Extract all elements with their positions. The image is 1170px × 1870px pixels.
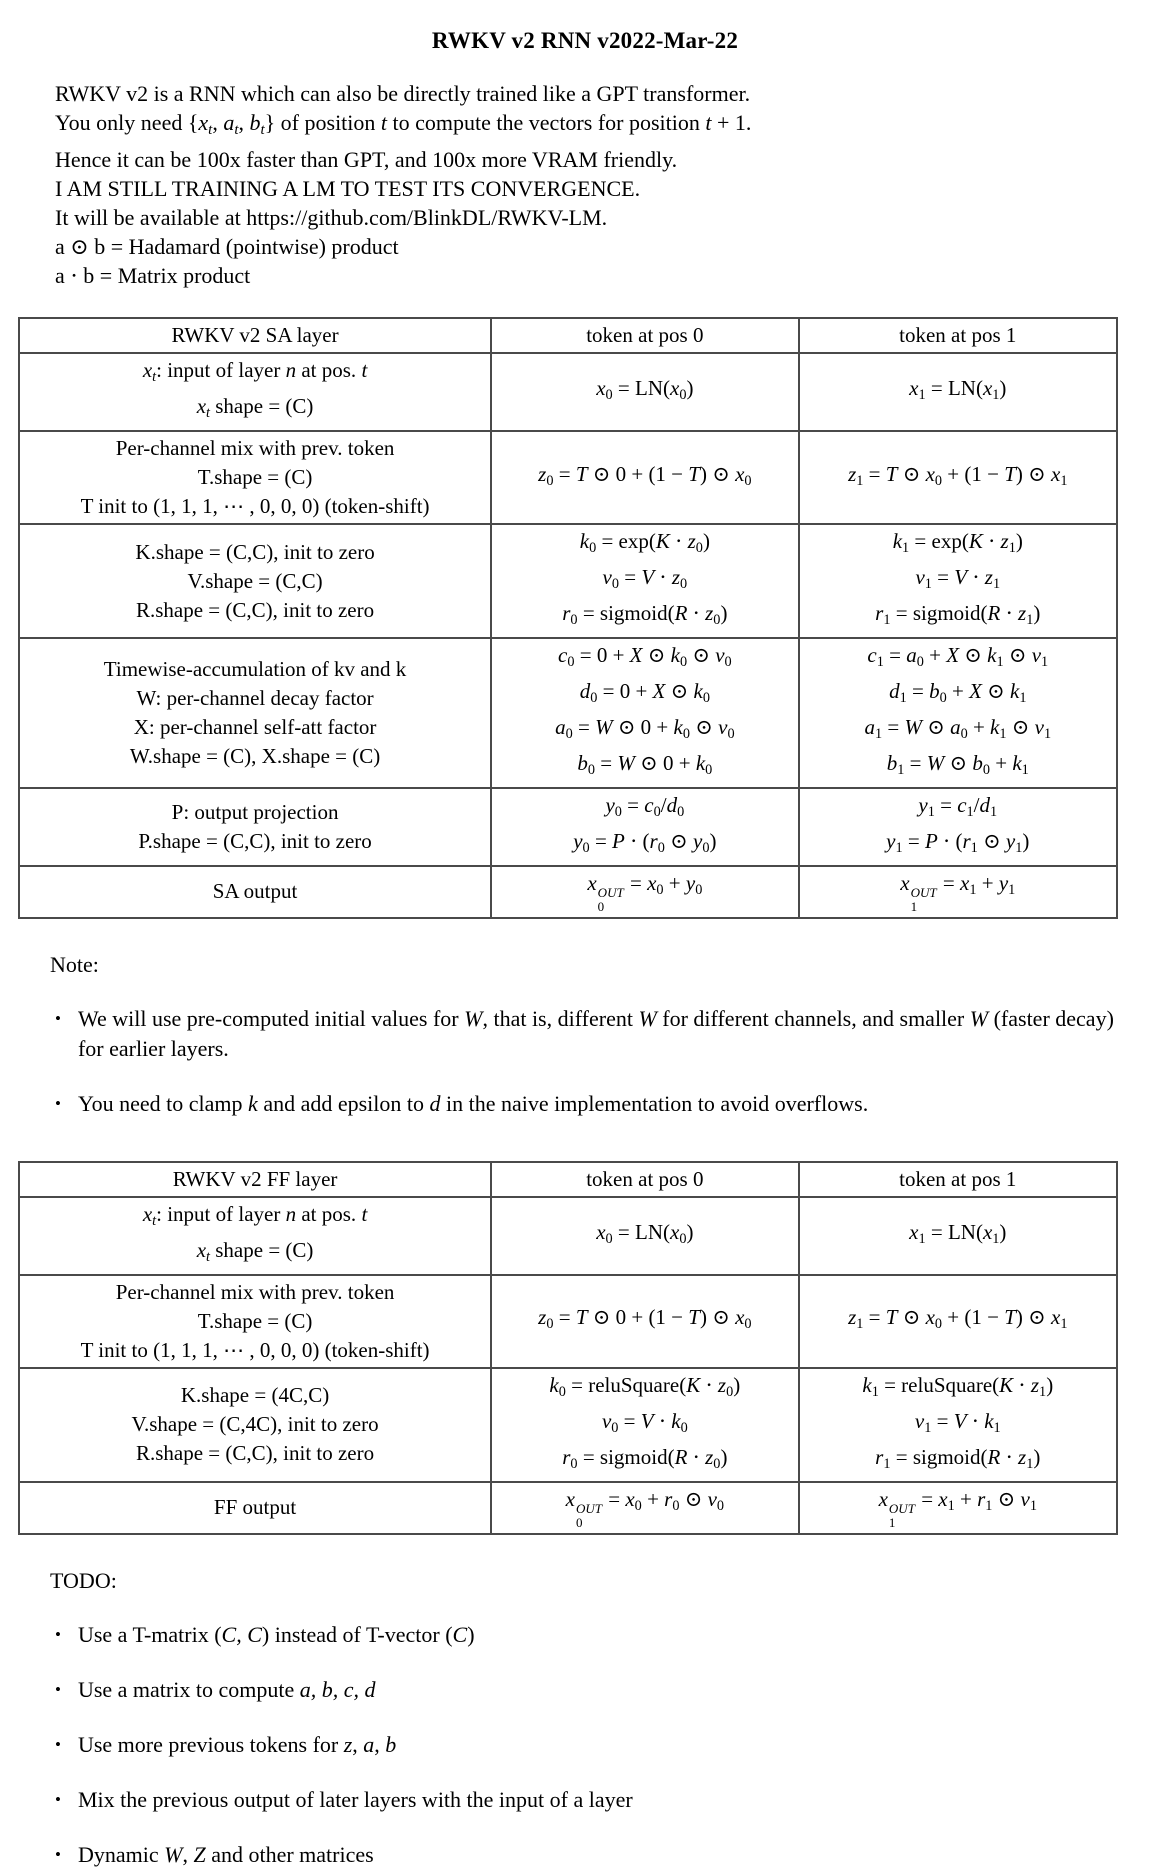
table-row [19, 1368, 1117, 1482]
note-bullet-text: • We will use pre-computed initial values for W, that is, different W for different channels, and smaller W (faster decay) for earlier layers. [77, 1005, 1114, 1061]
row-description-cell: $x_t$: input of layer n at pos. t $x_t$ shape = (C) [19, 353, 491, 431]
ff-table-header-layer: RWKV v2 FF layer [19, 1162, 491, 1197]
sa-table-header-layer: RWKV v2 SA layer [19, 318, 491, 353]
ff-layer-table [18, 1161, 1118, 1535]
table-row [19, 1197, 1117, 1275]
pos0-formula-cell: $z_0 = T$ ⊙ 0 + (1 − T) ⊙ $x_0$ [491, 431, 798, 524]
table-row [19, 524, 1117, 638]
pos0-formula-cell: $k_0$ = reluSquare(K ⋅ $z_0$) $v_0 = V \cdot k_0$ $r_0$ = sigmoid(R ⋅ $z_0$) [491, 1368, 798, 1482]
todo-bullet-text: • Use more previous tokens for z, a, b [77, 1731, 397, 1757]
intro-line-hadamard-def: a ⊙ b = Hadamard (pointwise) product [55, 234, 399, 260]
table-row [19, 788, 1117, 866]
pos1-formula-cell: $z_1 = T$ ⊙ $x_0 + (1 - T)$ ⊙ $x_1$ [799, 431, 1117, 524]
row-description-cell: $x_t$: input of layer n at pos. t $x_t$ shape = (C) [19, 1197, 491, 1275]
note-label: Note: [50, 951, 99, 977]
table-row [19, 1275, 1117, 1368]
ff-table-header-pos1: token at pos 1 [799, 1162, 1117, 1197]
todo-label: TODO: [50, 1567, 117, 1593]
todo-bullet-item [55, 1785, 1170, 1815]
note-bullet-item [55, 1089, 1170, 1119]
table-header-row [19, 318, 1117, 353]
pos0-formula-cell: $x_0 = LN(x_0)$ [491, 1197, 798, 1275]
todo-bullet-item [55, 1840, 1170, 1870]
row-description-cell: Per-channel mix with prev. token T.shape = (C) T init to (1, 1, 1, ⋯ , 0, 0, 0) (token-shift) [19, 1275, 491, 1368]
pos0-formula-cell: x OUT 0 = $x_0 + y_0$ [491, 866, 798, 918]
pos0-formula-cell: $c_0 = 0 + X$ ⊙ $k_0$ ⊙ $v_0$ $d_0 = 0 + X$ ⊙ $k_0$ $a_0 = W$ ⊙ $0 + k_0$ ⊙ $v_0$ $b_0 = W$ ⊙ $0 + k_0$ [491, 638, 798, 788]
todo-bullet-text: • Mix the previous output of later layers with the input of a layer [77, 1786, 633, 1812]
intro-line-repo-url: It will be available at https://github.com/BlinkDL/RWKV-LM. [55, 205, 608, 231]
table-row [19, 638, 1117, 788]
todo-bullet-text: • Use a T-matrix (C, C) instead of T-vector (C) [77, 1621, 475, 1647]
intro-line: I AM STILL TRAINING A LM TO TEST ITS CONVERGENCE. [55, 176, 641, 202]
row-description-cell: SA output [19, 866, 491, 918]
note-bullet-text: • You need to clamp k and add epsilon to d in the naive implementation to avoid overflows. [77, 1090, 869, 1116]
pos0-formula-cell: $z_0 = T$ ⊙ 0 + (1 − T) ⊙ $x_0$ [491, 1275, 798, 1368]
row-description-cell: K.shape = (4C,C) V.shape = (C,4C), init to zero R.shape = (C,C), init to zero [19, 1368, 491, 1482]
pos0-formula-cell: $x_0 = LN(x_0)$ [491, 353, 798, 431]
intro-line-matrix-def: a ⋅ b = Matrix product [55, 263, 251, 289]
todo-bullet-list [55, 1620, 1170, 1870]
intro-paragraph [55, 79, 1170, 290]
todo-bullet-item [55, 1675, 1170, 1705]
document-title: RWKV v2 RNN v2022-Mar-22 [431, 28, 739, 53]
sa-table-header-pos1: token at pos 1 [799, 318, 1117, 353]
todo-bullet-text: • Use a matrix to compute a, b, c, d [77, 1676, 376, 1702]
note-bullet-item [55, 1004, 1170, 1064]
todo-bullet-item [55, 1620, 1170, 1650]
row-description-cell: P: output projection P.shape = (C,C), init to zero [19, 788, 491, 866]
todo-bullet-text: • Dynamic W, Z and other matrices [77, 1841, 374, 1867]
pos1-formula-cell: $k_1$ = reluSquare(K ⋅ $z_1$) $v_1 = V \cdot k_1$ $r_1$ = sigmoid(R ⋅ $z_1$) [799, 1368, 1117, 1482]
sa-table-header-pos0: token at pos 0 [491, 318, 798, 353]
table-row [19, 353, 1117, 431]
intro-line: You only need {$x_t$, $a_t$, $b_t$} of position t to compute the vectors for position t + 1. [55, 110, 752, 139]
sa-layer-table [18, 317, 1118, 919]
pos1-formula-cell: $k_1 = \exp(K \cdot z_1)$ $v_1 = V \cdot z_1$ $r_1$ = sigmoid(R ⋅ $z_1$) [799, 524, 1117, 638]
pos1-formula-cell: $z_1 = T$ ⊙ $x_0 + (1 - T)$ ⊙ $x_1$ [799, 1275, 1117, 1368]
pos1-formula-cell: $x_1 = LN(x_1)$ [799, 353, 1117, 431]
table-row [19, 431, 1117, 524]
note-bullet-list [55, 1004, 1170, 1119]
pos0-formula-cell: $y_0 = c_0/d_0$ $y_0 = P \cdot (r_0$ ⊙ $y_0$) [491, 788, 798, 866]
pos1-formula-cell: x OUT 1 = $x_1 + y_1$ [799, 866, 1117, 918]
row-description-cell: Per-channel mix with prev. token T.shape = (C) T init to (1, 1, 1, ⋯ , 0, 0, 0) (token-shift) [19, 431, 491, 524]
pos1-formula-cell: $y_1 = c_1/d_1$ $y_1 = P \cdot (r_1$ ⊙ $y_1$) [799, 788, 1117, 866]
pos1-formula-cell: x OUT 1 = $x_1 + r_1$ ⊙ $v_1$ [799, 1482, 1117, 1534]
pos1-formula-cell: $c_1 = a_0 + X$ ⊙ $k_1$ ⊙ $v_1$ $d_1 = b_0 + X$ ⊙ $k_1$ $a_1 = W$ ⊙ $a_0 + k_1$ ⊙ $v_1$ $b_1 = W$ ⊙ $b_0 + k_1$ [799, 638, 1117, 788]
table-row [19, 866, 1117, 918]
pos1-formula-cell: $x_1 = LN(x_1)$ [799, 1197, 1117, 1275]
row-description-cell: Timewise-accumulation of kv and k W: per-channel decay factor X: per-channel self-att factor W.shape = (C), X.shape = (C) [19, 638, 491, 788]
table-row [19, 1482, 1117, 1534]
pos0-formula-cell: $k_0 = \exp(K \cdot z_0)$ $v_0 = V \cdot z_0$ $r_0$ = sigmoid(R ⋅ $z_0$) [491, 524, 798, 638]
ff-table-header-pos0: token at pos 0 [491, 1162, 798, 1197]
intro-line: RWKV v2 is a RNN which can also be directly trained like a GPT transformer. [55, 81, 751, 106]
table-header-row [19, 1162, 1117, 1197]
pos0-formula-cell: x OUT 0 = $x_0 + r_0$ ⊙ $v_0$ [491, 1482, 798, 1534]
row-description-cell: K.shape = (C,C), init to zero V.shape = (C,C) R.shape = (C,C), init to zero [19, 524, 491, 638]
row-description-cell: FF output [19, 1482, 491, 1534]
todo-bullet-item [55, 1730, 1170, 1760]
intro-line: Hence it can be 100x faster than GPT, and 100x more VRAM friendly. [55, 147, 678, 173]
